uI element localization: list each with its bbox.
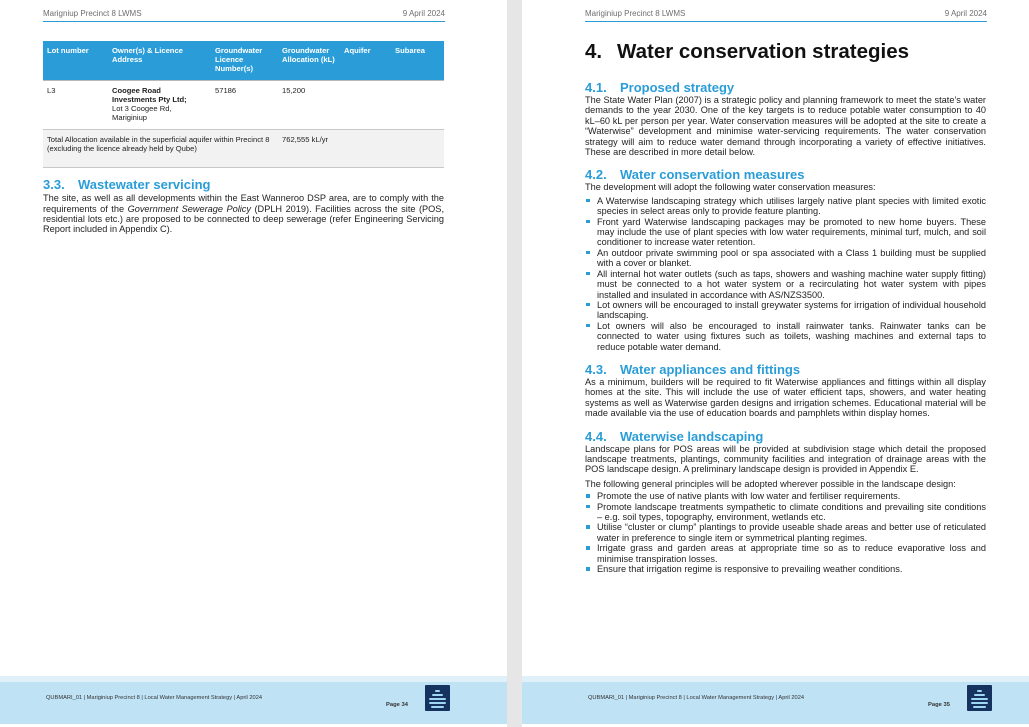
table-header-row [43,41,444,80]
page-header [43,9,445,22]
wastewater-paragraph [43,193,444,235]
column-header: Lot number [43,41,108,80]
section-number: 4.4. [585,428,607,444]
section-heading [585,80,986,95]
section-4-2 [585,167,986,352]
list-item: All internal hot water outlets (such as taps, showers and washing machine water supply fitting) must be connected to a hot water system or a recirculating hot water system with pipes installed and insulated in accordance with AS/NZS3500. [585,269,986,300]
section-heading [585,167,986,182]
section-paragraph: The State Water Plan (2007) is a strategic policy and planning framework to meet the state’s water demands to the year 2030. One of the key targets is to reduce potable water consumption to 40 kL–60 kL per person per year. Water conservation measures will be adopted at the site to create a “Waterwise” development and minimise water-servicing requirements. The water conservation strategy will aim to reduce water demand through incorporating a variety of effective initiatives. These are described in more detail below. [585,95,986,158]
column-header: Owner(s) & Licence Address [108,41,211,80]
page-footer [0,682,507,724]
groundwater-licence-table [43,41,444,168]
owner-cell [108,80,211,129]
total-allocation-label: Total Allocation available in the superficial aquifer within Precinct 8 (excluding the licence already held by Qube) [43,129,278,167]
page-35 [522,0,1029,727]
header-title: Mariginiup Precinct 8 LWMS [585,9,686,18]
page-number: Page 35 [928,702,950,708]
list-item: Irrigate grass and garden areas at appropriate time so as to reduce evaporative loss and minimise transpiration losses. [585,543,986,564]
footer-stripe [522,676,1029,682]
column-header: Subarea [391,41,444,80]
header-date: 9 April 2024 [944,9,987,18]
policy-name: Government Sewerage Policy [127,203,251,214]
paragraph-text: (DPLH 2019). Facilities across the site (POS, residential lots etc.) are proposed to be connected to deep sewerage (refer Engineering Servicing Report included in Appendix C). [43,203,444,235]
footer-text: QUBMARI_01 | Mariginiup Precinct 8 | Local Water Management Strategy | April 2024 [588,695,805,701]
list-item: An outdoor private swimming pool or spa associated with a Class 1 building must be supplied with a cover or blanket. [585,248,986,269]
paragraph-text: The site, as well as all developments within the East Wanneroo DSP area, are to comply with the requirements of the [43,193,444,214]
section-title: Proposed strategy [620,80,735,95]
subarea-cell [391,80,444,129]
licence-number-cell: 57186 [211,80,278,129]
section-paragraph: The following general principles will be adopted wherever possible in the landscape design: [585,478,956,489]
chapter-number: 4. [585,40,603,63]
total-allocation-value: 762,555 kL/yr [278,129,444,167]
list-item: Lot owners will also be encouraged to install rainwater tanks. Rainwater tanks can be connected to water using fixtures such as toilets, washing machines and external taps to reduce potable water demand. [585,321,986,352]
header-date: 9 April 2024 [402,9,445,18]
list-item: Front yard Waterwise landscaping packages may be promoted to new home buyers. These may include the use of plant species with low water requirements, minimal turf, mulch, and soil conditioner to increase water retention. [585,217,986,248]
allocation-cell: 15,200 [278,80,340,129]
column-header: Groundwater Licence Number(s) [211,41,278,80]
owner-name: Coogee Road Investments Pty Ltd; [112,85,187,104]
list-item: Lot owners will be encouraged to install greywater systems for irrigation of individual household landscaping. [585,300,986,321]
list-item: Promote the use of native plants with low water and fertiliser requirements. [585,491,986,501]
page-content [585,40,986,584]
header-title: Marigniup Precinct 8 LWMS [43,9,142,18]
list-item: Utilise “cluster or clump” plantings to provide useable shade areas and better use of reticulated water in preference to single item or symmetrical planting regimes. [585,522,986,543]
conservation-measures-list [585,196,986,352]
page-header [585,9,987,22]
section-title: Waterwise landscaping [620,428,764,444]
section-title: Wastewater servicing [78,176,211,192]
page-34 [0,0,507,727]
section-number: 4.3. [585,361,607,377]
footer-stripe [0,676,507,682]
section-paragraph: As a minimum, builders will be required to fit Waterwise appliances and fittings within all display homes at the site. This will include the use of water efficient taps, showers, and water heating systems as well as Waterwise garden designs and irrigation schemes. Educational material will be made available via the use of education boards and pamphlets within display homes. [585,376,986,419]
chapter-heading [585,40,986,64]
aquifer-cell [340,80,391,129]
water-drop-logo-icon [967,685,992,711]
list-item: Ensure that irrigation regime is responsive to prevailing weather conditions. [585,564,986,574]
column-header: Groundwater Allocation (kL) [278,41,340,80]
section-4-4 [585,429,986,575]
page-footer [522,682,1029,724]
chapter-title: Water conservation strategies [617,40,910,63]
section-heading [43,176,444,192]
section-heading [585,362,986,377]
section-number: 3.3. [43,176,65,192]
table-row [43,129,444,167]
section-number: 4.1. [585,80,607,95]
list-item: Promote landscape treatments sympathetic to climate conditions and prevailing site conditions – e.g. soil types, topography, environment, wetlands etc. [585,502,986,523]
table-row [43,80,444,129]
landscape-principles-list [585,491,986,574]
section-4-1 [585,80,986,157]
section-title: Water conservation measures [620,167,805,183]
section-heading [585,429,986,444]
owner-address: Lot 3 Coogee Rd, Mariginiup [112,103,172,122]
column-header: Aquifer [340,41,391,80]
list-item: A Waterwise landscaping strategy which utilises largely native plant species with limited exotic species in select areas only to provide feature planting. [585,196,986,217]
section-4-3 [585,362,986,419]
section-intro: The development will adopt the following water conservation measures: [585,182,876,193]
section-number: 4.2. [585,167,607,183]
section-paragraph: Landscape plans for POS areas will be provided at subdivision stage which detail the proposed landscape treatments, plantings, community facilities and integration of drainage areas with the POS landscape design. A preliminary landscape design is provided in Appendix E. [585,443,986,475]
water-drop-logo-icon [425,685,450,711]
page-content [43,41,444,235]
page-number: Page 34 [386,702,408,708]
lot-number-cell: L3 [43,80,108,129]
footer-text: QUBMARI_01 | Mariginiup Precinct 8 | Local Water Management Strategy | April 2024 [46,695,263,701]
section-title: Water appliances and fittings [620,361,801,377]
